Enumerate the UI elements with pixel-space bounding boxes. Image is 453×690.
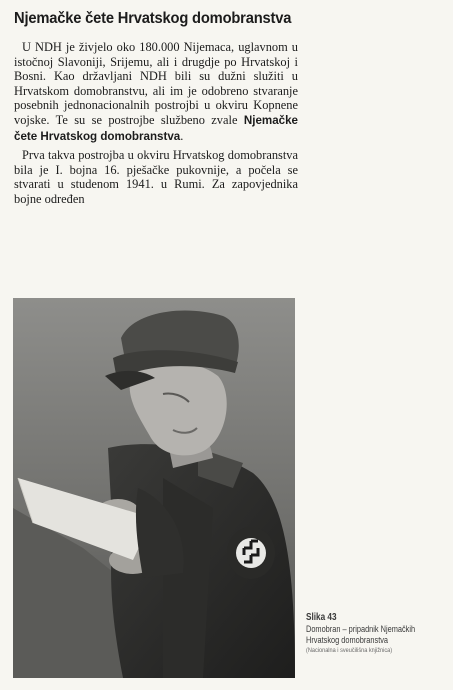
caption-number: Slika 43 xyxy=(306,612,337,623)
paragraph-1-text: U NDH je živjelo oko 180.000 Nijemaca, uglavnom u istočnoj Slavoniji, Srijemu, ali i drugdje po Hrvatskoj i Bosni. Kao državljani NDH bili su dužni služiti u Hrvatskom domobranstvu, ali im je odobreno stvaranje posebnih jednonacionalnih postrojbi u okviru Kopnene vojske. Te su se postrojbe službeno zvale xyxy=(14,40,298,127)
paragraph-1 xyxy=(14,40,298,144)
caption-line-1: Domobran – pripadnik Njemačkih xyxy=(306,624,416,634)
photo-caption xyxy=(306,612,426,656)
paragraph-1-end: . xyxy=(180,128,184,143)
caption-line-2: Hrvatskog domobranstva xyxy=(306,635,389,645)
paragraph-2: Prva takva postrojba u okviru Hrvatskog domobranstva bila je I. bojna 16. pješačke pukovnije, a počela se stvarati u studenom 1941. u Rumi. Za zapovjednika bojne određen xyxy=(14,148,298,206)
caption-source: (Nacionalna i sveučilišna knjižnica) xyxy=(306,647,393,654)
article-body xyxy=(14,40,298,211)
unit-name-bold: Njemačke čete Hrvatskog domobranstva xyxy=(14,113,298,143)
article-heading: Njemačke čete Hrvatskog domobranstva xyxy=(14,10,292,27)
soldier-photo xyxy=(13,298,295,678)
